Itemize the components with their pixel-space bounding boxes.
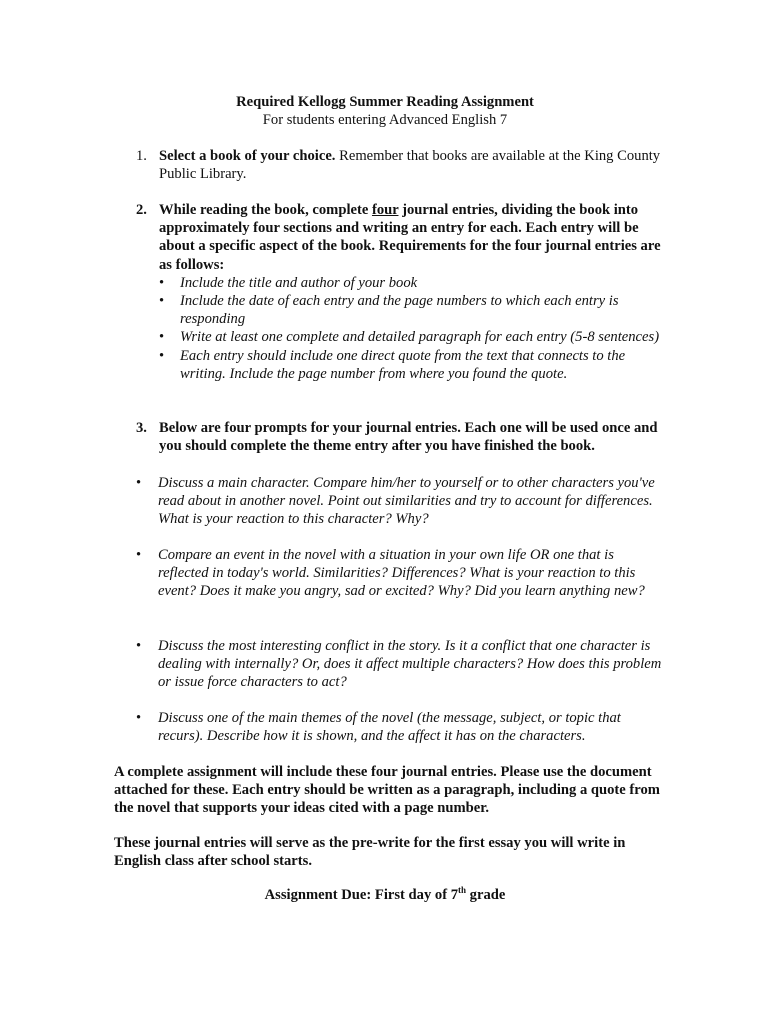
item-number: 1.	[136, 148, 147, 164]
bullet-icon: •	[136, 475, 142, 491]
item-text: Below are four prompts for your journal entries. Each one will be used once and you should complete the theme entry after you have finished the book.	[159, 420, 658, 455]
bullet-icon: •	[159, 274, 165, 291]
due-date-prefix: Assignment Due: First day of 7	[264, 887, 459, 903]
requirement-item	[159, 347, 666, 383]
requirement-item	[159, 292, 666, 328]
list-item-3	[136, 419, 666, 455]
due-date	[0, 886, 770, 904]
requirement-text: Each entry should include one direct quote from the text that connects to the writing. Include the page number from where you found the quote.	[180, 347, 626, 382]
item-text-pre: While reading the book, complete	[159, 202, 372, 218]
item-number: 3.	[136, 420, 147, 436]
item-text: Remember that books are available at the King County Public Library.	[159, 148, 661, 183]
bullet-icon: •	[136, 710, 142, 726]
prompt-text: Compare an event in the novel with a situation in your own life OR one that is reflected in today's world. Similarities? Differences? What is your reaction to this event? Does it make you angry, sad or excited? Why? Did you learn anything new?	[158, 547, 645, 600]
closing-paragraph: A complete assignment will include these four journal entries. Please use the document attached for these. Each entry should be written as a paragraph, including a quote from the novel that supports your ideas cited with a page number.	[114, 764, 660, 817]
due-date-suffix: grade	[466, 887, 506, 903]
item-number: 2.	[136, 202, 147, 218]
prompt-item	[136, 637, 666, 692]
item-text-post: journal entries, dividing the book into approximately four sections and writing an entry for each. Each entry will be about a specific aspect of the book. Requirements for the four journal entries are as follows:	[159, 202, 661, 273]
bullet-icon: •	[159, 293, 165, 310]
requirement-text: Write at least one complete and detailed paragraph for each entry (5-8 sentences)	[180, 329, 660, 346]
prompt-text: Discuss one of the main themes of the novel (the message, subject, or topic that recurs). Describe how it is shown, and the affect it has on the characters.	[158, 710, 621, 745]
requirement-item	[159, 328, 666, 346]
page-title: Required Kellogg Summer Reading Assignment	[236, 94, 534, 110]
requirement-text: Include the title and author of your book	[180, 274, 418, 291]
list-item-2	[136, 201, 666, 383]
due-date-superscript: th	[458, 885, 467, 896]
list-item-1	[136, 147, 666, 183]
bullet-icon: •	[136, 638, 142, 654]
requirements-list	[159, 274, 666, 383]
prompt-item	[136, 709, 666, 745]
closing-paragraph: These journal entries will serve as the pre-write for the first essay you will write in English class after school starts.	[114, 835, 626, 870]
bullet-icon: •	[159, 329, 165, 346]
bullet-icon: •	[159, 347, 165, 364]
prompt-text: Discuss the most interesting conflict in the story. Is it a conflict that one character is dealing with internally? Or, does it affect multiple characters? How does this problem or issue force characters to act?	[158, 638, 662, 691]
prompt-text: Discuss a main character. Compare him/her to yourself or to other characters you've read about in another novel. Point out similarities and try to account for differences. What is your reaction to this character? Why?	[158, 475, 655, 528]
requirement-text: Include the date of each entry and the page numbers to which each entry is responding	[180, 293, 619, 328]
page-subtitle: For students entering Advanced English 7	[262, 112, 508, 128]
requirement-item	[159, 274, 666, 292]
item-text-underlined: four	[371, 202, 399, 218]
item-text	[159, 201, 666, 274]
item-body	[159, 201, 666, 383]
prompt-item	[136, 546, 666, 601]
item-bold-text: Select a book of your choice.	[159, 148, 336, 164]
bullet-icon: •	[136, 547, 142, 563]
item-body	[159, 147, 666, 183]
prompt-item	[136, 474, 666, 529]
